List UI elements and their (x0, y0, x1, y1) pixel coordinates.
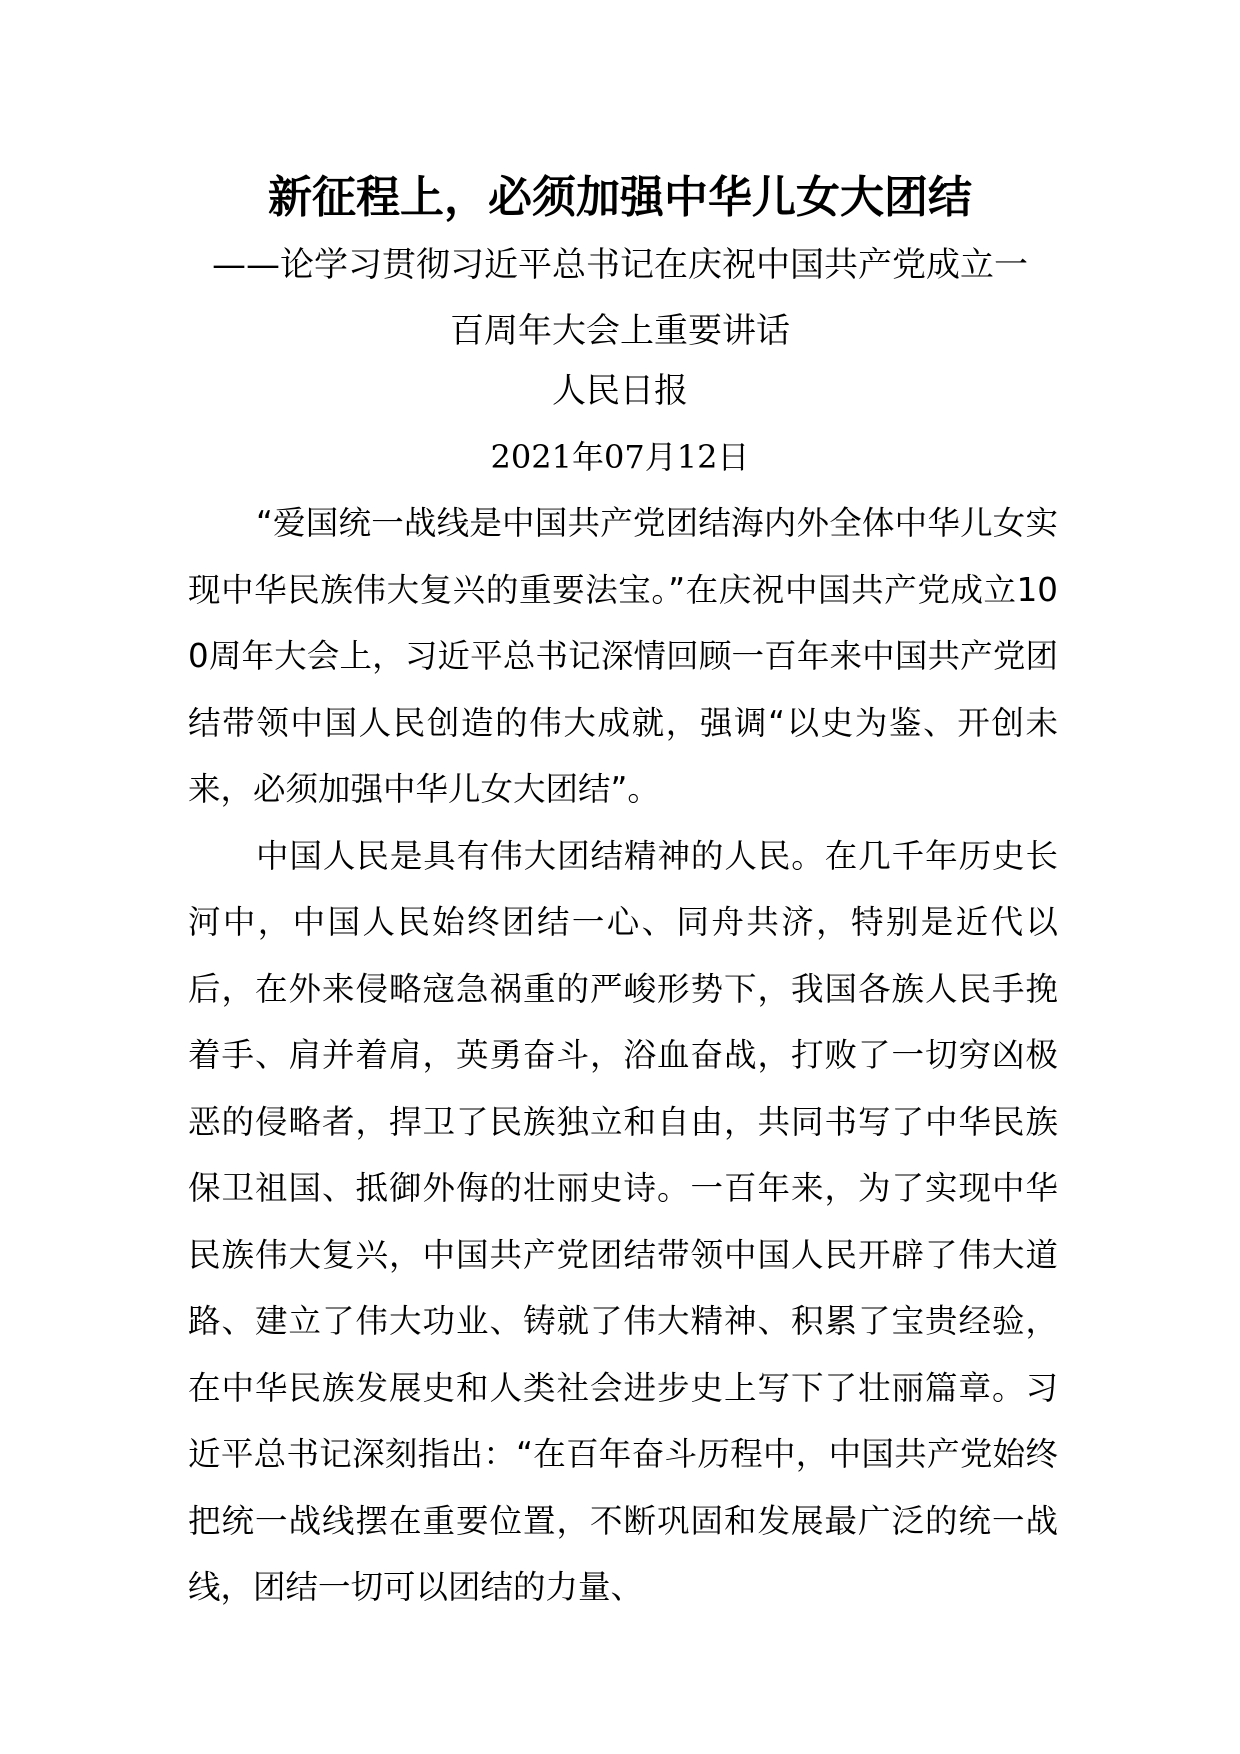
article-date: 2021年07月12日 (490, 438, 750, 476)
body-paragraph-2: 中国人民是具有伟大团结精神的人民。在几千年历史长河中，中国人民始终团结一心、同舟共济，特别是近代以后，在外来侵略寇急祸重的严峻形势下，我国各族人民手挽着手、肩并着肩，英勇奋斗，浴血奋战，打败了一切穷凶极恶的侵略者，捍卫了民族独立和自由，共同书写了中华民族保卫祖国、抵御外侮的壮丽史诗。一百年来，为了实现中华民族伟大复兴，中国共产党团结带领中国人民开辟了伟大道路、建立了伟大功业、铸就了伟大精神、积累了宝贵经验，在中华民族发展史和人类社会进步史上写下了壮丽篇章。习近平总书记深刻指出：“在百年奋斗历程中，中国共产党始终把统一战线摆在重要位置，不断巩固和发展最广泛的统一战线，团结一切可以团结的力量、 (188, 836, 1058, 1606)
article-subtitle: ——论学习贯彻习近平总书记在庆祝中国共产党成立一百周年大会上重要讲话 (212, 245, 1028, 351)
article-body (188, 490, 1058, 1621)
article-title: 新征程上，必须加强中华儿女大团结 (268, 172, 972, 223)
body-paragraph-1: “爱国统一战线是中国共产党团结海内外全体中华儿女实现中华民族伟大复兴的重要法宝。”在庆祝中国共产党成立100周年大会上，习近平总书记深情回顾一百年来中国共产党团结带领中国人民创造的伟大成就，强调“以史为鉴、开创未来，必须加强中华儿女大团结”。 (188, 504, 1058, 808)
article-source: 人民日报 (552, 371, 688, 411)
